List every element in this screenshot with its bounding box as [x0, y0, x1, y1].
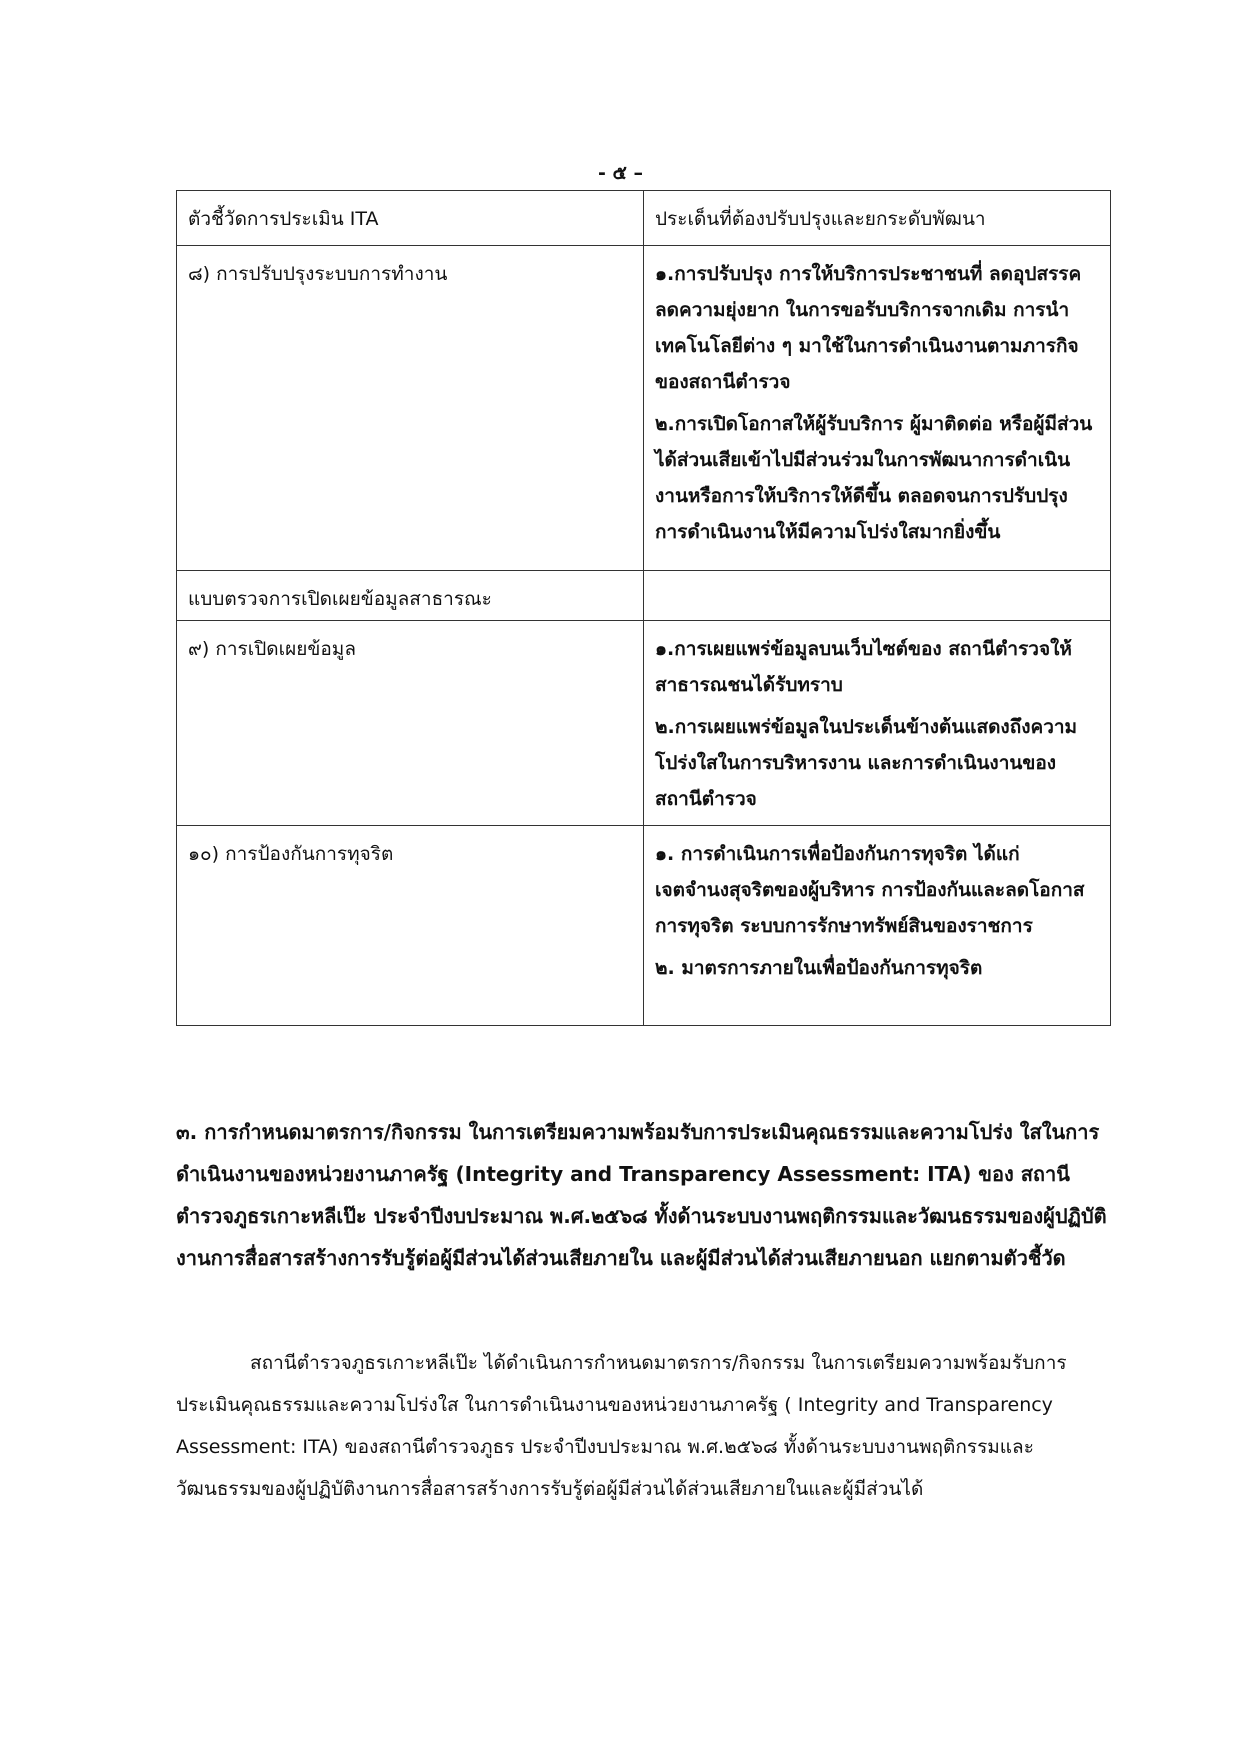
issue-item: ๑. การดำเนินการเพื่อป้องกันการทุจริต ได้แก่ เจตจำนงสุจริตของผู้บริหาร การป้องกันและลดโอกาส การทุจริต ระบบการรักษาทรัพย์สินของราชการ [655, 843, 1085, 937]
ita-indicator-table [176, 190, 1111, 1026]
table-row [177, 246, 1111, 571]
issue-item: ๒.การเปิดโอกาสให้ผู้รับบริการ ผู้มาติดต่อ หรือผู้มีส่วนได้ส่วนเสียเข้าไปมีส่วนร่วมในการพัฒนาการดำเนินงานหรือการให้บริการให้ดีขึ้น ตลอดจนการปรับปรุงการดำเนินงานให้มีความโปร่งใสมากยิ่งขึ้น [655, 413, 1093, 543]
section-row [177, 571, 1111, 621]
indicator-cell: ๙) การเปิดเผยข้อมูล [177, 621, 644, 826]
table-header-row [177, 191, 1111, 246]
indicator-cell: ๑๐) การป้องกันการทุจริต [177, 826, 644, 1026]
issue-item: ๒.การเผยแพร่ข้อมูลในประเด็นข้างต้นแสดงถึงความ โปร่งใสในการบริหารงาน และการดำเนินงานของ สถานีตำรวจ [655, 716, 1078, 810]
issue-item: ๑.การเผยแพร่ข้อมูลบนเว็บไซต์ของ สถานีตำรวจให้ สาธารณชนได้รับทราบ [655, 638, 1072, 696]
table-row [177, 621, 1111, 826]
issues-cell [644, 826, 1111, 1026]
issue-item: ๒. มาตรการภายในเพื่อป้องกันการทุจริต [655, 957, 983, 979]
body-paragraph: สถานีตำรวจภูธรเกาะหลีเป๊ะ ได้ดำเนินการกำหนดมาตรการ/กิจกรรม ในการเตรียมความพร้อมรับการ ประเมินคุณธรรมและความโปร่งใส ในการดำเนินงานของหน่วยงานภาครัฐ ( Integrity and Transparency Assessment: ITA) ของสถานีตำรวจภูธร ประจำปีงบประมาณ พ.ศ.๒๕๖๘ ทั้งด้านระบบงานพฤติกรรมและ วัฒนธรรมของผู้ปฏิบัติงานการสื่อสารสร้างการรับรู้ต่อผู้มีส่วนได้ส่วนเสียภายในและผู้มีส่วนได้ [176, 1352, 1067, 1500]
section-three-heading: ๓. การกำหนดมาตรการ/กิจกรรม ในการเตรียมความพร้อมรับการประเมินคุณธรรมและความโปร่ง ใสในการดำเนินงานของหน่วยงานภาครัฐ (Integrity and Transparency Assessment: ITA) ของ สถานีตำรวจภูธรเกาะหลีเป๊ะ ประจำปีงบประมาณ พ.ศ.๒๕๖๘ ทั้งด้านระบบงานพฤติกรรมและวัฒนธรรมของผู้ปฏิบัติงานการสื่อสารสร้างการรับรู้ต่อผู้มีส่วนได้ส่วนเสียภายใน และผู้มีส่วนได้ส่วนเสียภายนอก แยกตามตัวชี้วัด [176, 1120, 1107, 1270]
header-issues: ประเด็นที่ต้องปรับปรุงและยกระดับพัฒนา [644, 191, 1111, 246]
table-row [177, 826, 1111, 1026]
header-indicator: ตัวชี้วัดการประเมิน ITA [177, 191, 644, 246]
section-label: แบบตรวจการเปิดเผยข้อมูลสาธารณะ [177, 571, 644, 621]
issue-item: ๑.การปรับปรุง การให้บริการประชาชนที่ ลดอุปสรรค ลดความยุ่งยาก ในการขอรับบริการจากเดิม การนำ เทคโนโลยีต่าง ๆ มาใช้ในการดำเนินงานตามภารกิจ ของสถานีตำรวจ [655, 263, 1082, 393]
indicator-cell: ๘) การปรับปรุงระบบการทำงาน [177, 246, 644, 571]
issues-cell-empty [644, 571, 1111, 621]
issues-cell [644, 621, 1111, 826]
page-number: - ๕ – [598, 162, 643, 184]
issues-cell [644, 246, 1111, 571]
